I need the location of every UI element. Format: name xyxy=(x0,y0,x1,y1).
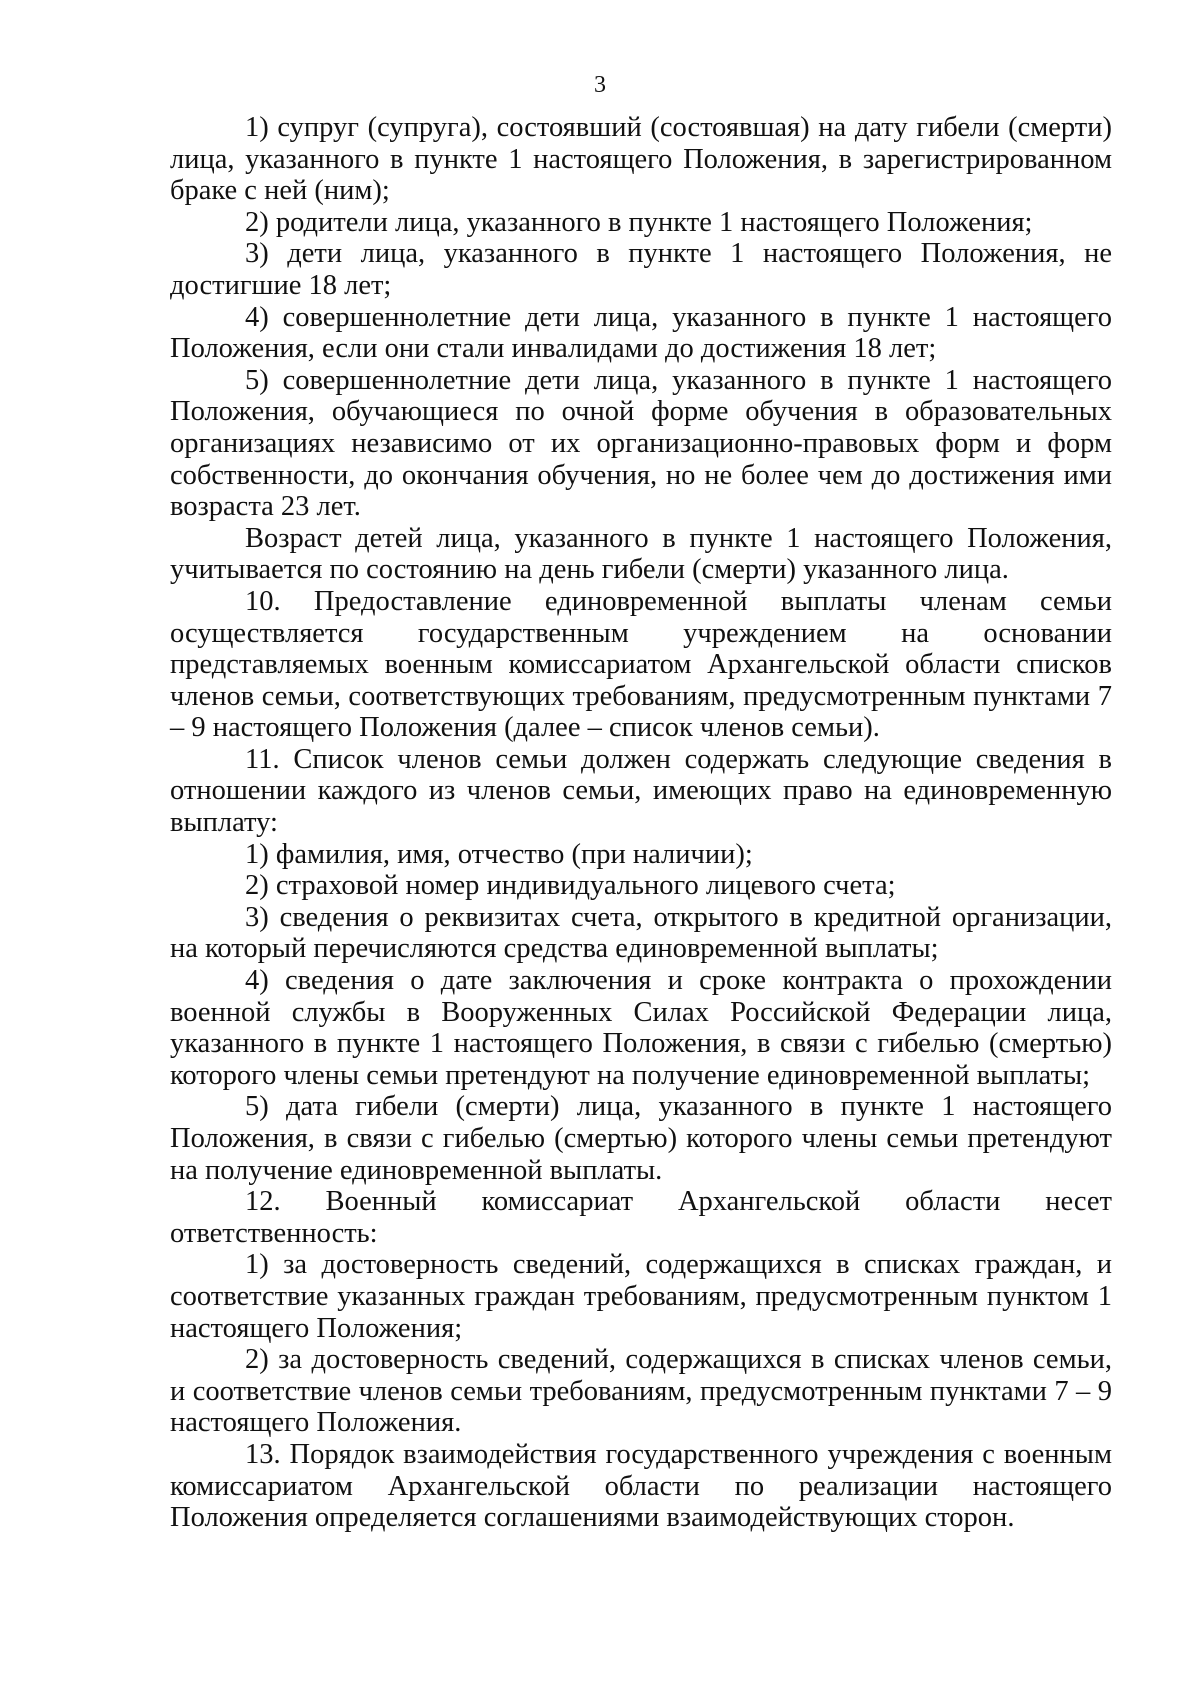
paragraph-clause-12-item-2: 2) за достоверность сведений, содержащихся в списках членов семьи, и соответствие членов семьи требованиям, предусмотренным пунктами 7 – 9 настоящего Положения. xyxy=(170,1344,1112,1439)
paragraph-clause-11-item-2: 2) страховой номер индивидуального лицевого счета; xyxy=(245,870,896,902)
paragraph-clause-12: 12. Военный комиссариат Архангельской области несет ответственность: xyxy=(170,1186,1112,1249)
paragraph-adult-children-students: 5) совершеннолетние дети лица, указанного в пункте 1 настоящего Положения, обучающиеся по очной форме обучения в образовательных организациях независимо от их организационно-правовых форм и форм собственности, до окончания обучения, но не более чем до достижения ими возраста 23 лет. xyxy=(170,364,1112,523)
paragraph-children-under-18: 3) дети лица, указанного в пункте 1 настоящего Положения, не достигшие 18 лет; xyxy=(170,238,1112,301)
paragraph-clause-11-item-4: 4) сведения о дате заключения и сроке контракта о прохождении военной службы в Вооруженных Силах Российской Федерации лица, указанного в пункте 1 настоящего Положения, в связи с гибелью (смертью) которого члены семьи претендуют на получение единовременной выплаты; xyxy=(170,965,1112,1091)
page-number: 3 xyxy=(594,72,606,98)
paragraph-clause-11-item-5: 5) дата гибели (смерти) лица, указанного в пункте 1 настоящего Положения, в связи с гибелью (смертью) которого члены семьи претендуют на получение единовременной выплаты. xyxy=(170,1091,1112,1186)
paragraph-children-age: Возраст детей лица, указанного в пункте 1 настоящего Положения, учитывается по состоянию на день гибели (смерти) указанного лица. xyxy=(170,522,1112,586)
paragraph-spouse: 1) супруг (супруга), состоявший (состоявшая) на дату гибели (смерти) лица, указанного в пункте 1 настоящего Положения, в зарегистрированном браке с ней (ним); xyxy=(170,112,1112,207)
paragraph-parents: 2) родители лица, указанного в пункте 1 настоящего Положения; xyxy=(245,206,1033,238)
document-body xyxy=(170,112,1112,1534)
paragraph-clause-11: 11. Список членов семьи должен содержать следующие сведения в отношении каждого из членов семьи, имеющих право на единовременную выплату: xyxy=(170,743,1112,839)
paragraph-clause-10: 10. Предоставление единовременной выплаты членам семьи осуществляется государственным учреждением на основании представляемых военным комиссариатом Архангельской области списков членов семьи, соответствующих требованиям, предусмотренным пунктами 7 – 9 настоящего Положения (далее – список членов семьи). xyxy=(170,585,1112,744)
paragraph-clause-13: 13. Порядок взаимодействия государственного учреждения с военным комиссариатом Архангельской области по реализации настоящего Положения определяется соглашениями взаимодействующих сторон. xyxy=(170,1438,1112,1534)
paragraph-clause-12-item-1: 1) за достоверность сведений, содержащихся в списках граждан, и соответствие указанных граждан требованиям, предусмотренным пунктом 1 настоящего Положения; xyxy=(170,1249,1112,1344)
paragraph-adult-children-disabled: 4) совершеннолетние дети лица, указанного в пункте 1 настоящего Положения, если они стали инвалидами до достижения 18 лет; xyxy=(170,301,1112,365)
paragraph-clause-11-item-1: 1) фамилия, имя, отчество (при наличии); xyxy=(245,838,753,870)
paragraph-clause-11-item-3: 3) сведения о реквизитах счета, открытого в кредитной организации, на который перечисляются средства единовременной выплаты; xyxy=(170,901,1112,965)
